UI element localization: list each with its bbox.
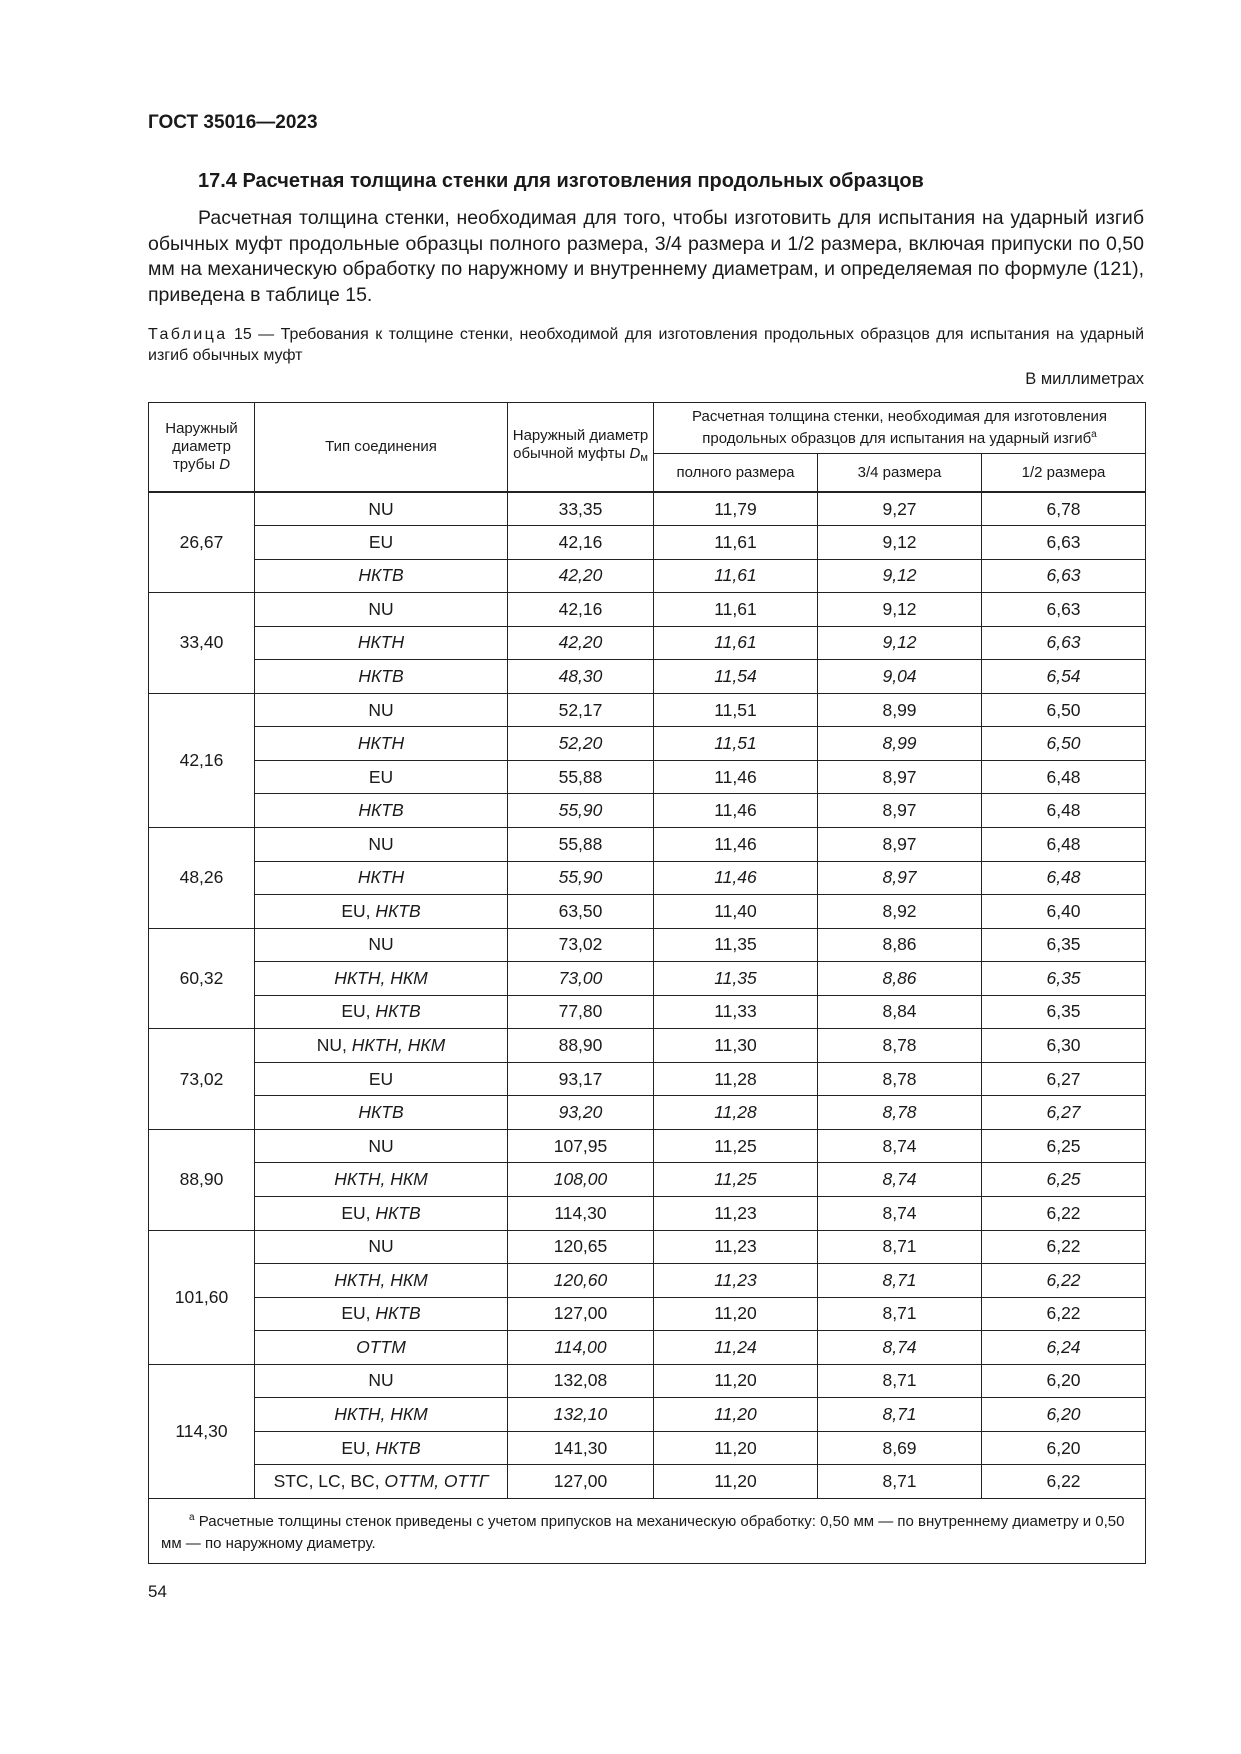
half-size-cell: 6,25 xyxy=(982,1129,1146,1163)
full-size-cell: 11,20 xyxy=(654,1431,818,1465)
half-size-cell: 6,22 xyxy=(982,1465,1146,1499)
full-size-cell: 11,35 xyxy=(654,962,818,996)
table-row xyxy=(149,794,1146,828)
pipe-diameter-cell: 48,26 xyxy=(149,827,255,928)
coupling-diameter-cell: 63,50 xyxy=(508,895,654,929)
full-size-cell: 11,61 xyxy=(654,526,818,560)
coupling-diameter-cell: 33,35 xyxy=(508,492,654,526)
connection-type-cell: NU xyxy=(255,492,508,526)
connection-type-cell: EU xyxy=(255,526,508,560)
table-row xyxy=(149,1163,1146,1197)
full-size-cell: 11,61 xyxy=(654,593,818,627)
table-row xyxy=(149,1129,1146,1163)
full-size-cell: 11,51 xyxy=(654,693,818,727)
full-size-cell: 11,28 xyxy=(654,1062,818,1096)
half-size-cell: 6,20 xyxy=(982,1398,1146,1432)
half-size-cell: 6,22 xyxy=(982,1230,1146,1264)
three-quarter-cell: 8,97 xyxy=(818,861,982,895)
connection-type-cell: НКТН xyxy=(255,626,508,660)
table-row xyxy=(149,727,1146,761)
half-size-cell: 6,20 xyxy=(982,1364,1146,1398)
table-row xyxy=(149,1230,1146,1264)
half-size-cell: 6,50 xyxy=(982,727,1146,761)
table-row xyxy=(149,492,1146,526)
header-full-size: полного размера xyxy=(654,454,818,493)
thickness-table xyxy=(148,402,1146,1564)
three-quarter-cell: 8,71 xyxy=(818,1297,982,1331)
three-quarter-cell: 8,99 xyxy=(818,727,982,761)
three-quarter-cell: 8,74 xyxy=(818,1163,982,1197)
full-size-cell: 11,28 xyxy=(654,1096,818,1130)
connection-type-cell: НКТВ xyxy=(255,660,508,694)
table-row xyxy=(149,693,1146,727)
connection-type-cell: NU xyxy=(255,1364,508,1398)
full-size-cell: 11,20 xyxy=(654,1364,818,1398)
three-quarter-cell: 8,71 xyxy=(818,1230,982,1264)
coupling-diameter-cell: 120,65 xyxy=(508,1230,654,1264)
connection-type-cell: EU, НКТВ xyxy=(255,1196,508,1230)
table-row xyxy=(149,1431,1146,1465)
three-quarter-cell: 8,99 xyxy=(818,693,982,727)
header-half-size: 1/2 размера xyxy=(982,454,1146,493)
coupling-diameter-cell: 52,17 xyxy=(508,693,654,727)
half-size-cell: 6,63 xyxy=(982,593,1146,627)
coupling-diameter-cell: 55,88 xyxy=(508,827,654,861)
coupling-diameter-cell: 127,00 xyxy=(508,1465,654,1499)
coupling-diameter-cell: 77,80 xyxy=(508,995,654,1029)
three-quarter-cell: 8,97 xyxy=(818,827,982,861)
half-size-cell: 6,22 xyxy=(982,1264,1146,1298)
three-quarter-cell: 8,92 xyxy=(818,895,982,929)
full-size-cell: 11,20 xyxy=(654,1465,818,1499)
table-row xyxy=(149,1029,1146,1063)
full-size-cell: 11,46 xyxy=(654,760,818,794)
connection-type-cell: НКТН, НКМ xyxy=(255,1398,508,1432)
caption-text: 15 — Требования к толщине стенки, необходимой для изготовления продольных образцов для испытания на ударный изгиб обычных муфт xyxy=(148,326,1144,364)
half-size-cell: 6,35 xyxy=(982,995,1146,1029)
connection-type-cell: НКТН xyxy=(255,727,508,761)
half-size-cell: 6,25 xyxy=(982,1163,1146,1197)
connection-type-cell: STC, LC, BC, ОТТМ, ОТТГ xyxy=(255,1465,508,1499)
three-quarter-cell: 9,27 xyxy=(818,492,982,526)
three-quarter-cell: 8,71 xyxy=(818,1465,982,1499)
half-size-cell: 6,63 xyxy=(982,559,1146,593)
coupling-diameter-cell: 141,30 xyxy=(508,1431,654,1465)
three-quarter-cell: 8,69 xyxy=(818,1431,982,1465)
connection-type-cell: НКТН, НКМ xyxy=(255,1264,508,1298)
full-size-cell: 11,23 xyxy=(654,1264,818,1298)
pipe-diameter-cell: 88,90 xyxy=(149,1129,255,1230)
half-size-cell: 6,48 xyxy=(982,794,1146,828)
half-size-cell: 6,48 xyxy=(982,861,1146,895)
pipe-diameter-cell: 114,30 xyxy=(149,1364,255,1498)
table-row xyxy=(149,760,1146,794)
connection-type-cell: НКТВ xyxy=(255,1096,508,1130)
three-quarter-cell: 8,84 xyxy=(818,995,982,1029)
coupling-diameter-cell: 132,08 xyxy=(508,1364,654,1398)
table-row xyxy=(149,1062,1146,1096)
table-row xyxy=(149,559,1146,593)
table-row xyxy=(149,1264,1146,1298)
table-row xyxy=(149,593,1146,627)
table-row xyxy=(149,962,1146,996)
half-size-cell: 6,50 xyxy=(982,693,1146,727)
full-size-cell: 11,23 xyxy=(654,1196,818,1230)
three-quarter-cell: 8,71 xyxy=(818,1364,982,1398)
connection-type-cell: НКТН, НКМ xyxy=(255,962,508,996)
connection-type-cell: NU xyxy=(255,1230,508,1264)
full-size-cell: 11,24 xyxy=(654,1331,818,1365)
half-size-cell: 6,20 xyxy=(982,1431,1146,1465)
three-quarter-cell: 8,74 xyxy=(818,1129,982,1163)
connection-type-cell: НКТВ xyxy=(255,794,508,828)
connection-type-cell: NU, НКТН, НКМ xyxy=(255,1029,508,1063)
body-paragraph: Расчетная толщина стенки, необходимая для того, чтобы изготовить для испытания на ударный изгиб обычных муфт продольные образцы полного размера, 3/4 размера и 1/2 размера, включая припуски по 0,50 мм на механическую обработку по наружному и внутреннему диаметрам, и определяемая по формуле (121), приведена в таблице 15. xyxy=(148,207,1144,306)
half-size-cell: 6,22 xyxy=(982,1196,1146,1230)
three-quarter-cell: 8,74 xyxy=(818,1331,982,1365)
three-quarter-cell: 9,12 xyxy=(818,526,982,560)
connection-type-cell: NU xyxy=(255,693,508,727)
coupling-diameter-cell: 52,20 xyxy=(508,727,654,761)
coupling-diameter-cell: 108,00 xyxy=(508,1163,654,1197)
half-size-cell: 6,35 xyxy=(982,928,1146,962)
half-size-cell: 6,27 xyxy=(982,1096,1146,1130)
three-quarter-cell: 9,04 xyxy=(818,660,982,694)
connection-type-cell: НКТН xyxy=(255,861,508,895)
table-row xyxy=(149,1096,1146,1130)
table-row xyxy=(149,1364,1146,1398)
half-size-cell: 6,63 xyxy=(982,626,1146,660)
caption-label: Таблица xyxy=(148,326,228,343)
three-quarter-cell: 8,78 xyxy=(818,1096,982,1130)
half-size-cell: 6,22 xyxy=(982,1297,1146,1331)
coupling-diameter-cell: 114,00 xyxy=(508,1331,654,1365)
three-quarter-cell: 8,86 xyxy=(818,928,982,962)
coupling-diameter-cell: 42,16 xyxy=(508,593,654,627)
connection-type-cell: NU xyxy=(255,827,508,861)
table-footnote: $^a$ Расчетные толщины стенок приведены с учетом припусков на механическую обработку: 0,50 мм — по внутреннему диаметру и 0,50 мм — по наружному диаметру. xyxy=(149,1498,1146,1563)
connection-type-cell: NU xyxy=(255,1129,508,1163)
full-size-cell: 11,79 xyxy=(654,492,818,526)
full-size-cell: 11,25 xyxy=(654,1163,818,1197)
full-size-cell: 11,46 xyxy=(654,827,818,861)
coupling-diameter-cell: 48,30 xyxy=(508,660,654,694)
coupling-diameter-cell: 127,00 xyxy=(508,1297,654,1331)
header-pipe-diameter: Наружный диаметр трубы D xyxy=(149,403,255,493)
table-row xyxy=(149,660,1146,694)
table-row xyxy=(149,861,1146,895)
full-size-cell: 11,20 xyxy=(654,1398,818,1432)
half-size-cell: 6,54 xyxy=(982,660,1146,694)
table-row xyxy=(149,928,1146,962)
coupling-diameter-cell: 55,90 xyxy=(508,794,654,828)
half-size-cell: 6,24 xyxy=(982,1331,1146,1365)
full-size-cell: 11,23 xyxy=(654,1230,818,1264)
pipe-diameter-cell: 101,60 xyxy=(149,1230,255,1364)
half-size-cell: 6,78 xyxy=(982,492,1146,526)
header-three-quarter-size: 3/4 размера xyxy=(818,454,982,493)
half-size-cell: 6,35 xyxy=(982,962,1146,996)
coupling-diameter-cell: 73,00 xyxy=(508,962,654,996)
connection-type-cell: NU xyxy=(255,928,508,962)
coupling-diameter-cell: 132,10 xyxy=(508,1398,654,1432)
three-quarter-cell: 9,12 xyxy=(818,593,982,627)
full-size-cell: 11,61 xyxy=(654,559,818,593)
coupling-diameter-cell: 114,30 xyxy=(508,1196,654,1230)
header-connection-type: Тип соединения xyxy=(255,403,508,493)
coupling-diameter-cell: 55,88 xyxy=(508,760,654,794)
half-size-cell: 6,40 xyxy=(982,895,1146,929)
pipe-diameter-cell: 60,32 xyxy=(149,928,255,1029)
connection-type-cell: EU xyxy=(255,760,508,794)
full-size-cell: 11,20 xyxy=(654,1297,818,1331)
half-size-cell: 6,48 xyxy=(982,760,1146,794)
three-quarter-cell: 8,97 xyxy=(818,794,982,828)
coupling-diameter-cell: 88,90 xyxy=(508,1029,654,1063)
coupling-diameter-cell: 42,16 xyxy=(508,526,654,560)
table-row xyxy=(149,526,1146,560)
three-quarter-cell: 8,78 xyxy=(818,1029,982,1063)
three-quarter-cell: 8,71 xyxy=(818,1398,982,1432)
pipe-diameter-cell: 33,40 xyxy=(149,593,255,694)
coupling-diameter-cell: 42,20 xyxy=(508,559,654,593)
full-size-cell: 11,40 xyxy=(654,895,818,929)
pipe-diameter-cell: 73,02 xyxy=(149,1029,255,1130)
coupling-diameter-cell: 93,20 xyxy=(508,1096,654,1130)
table-row xyxy=(149,995,1146,1029)
three-quarter-cell: 8,74 xyxy=(818,1196,982,1230)
table-row xyxy=(149,1398,1146,1432)
full-size-cell: 11,30 xyxy=(654,1029,818,1063)
header-coupling-diameter: Наружный диаметр обычной муфты $D_м$ xyxy=(508,403,654,493)
three-quarter-cell: 8,78 xyxy=(818,1062,982,1096)
table-row xyxy=(149,827,1146,861)
full-size-cell: 11,46 xyxy=(654,861,818,895)
coupling-diameter-cell: 73,02 xyxy=(508,928,654,962)
connection-type-cell: NU xyxy=(255,593,508,627)
three-quarter-cell: 8,86 xyxy=(818,962,982,996)
standard-header: ГОСТ 35016—2023 xyxy=(148,112,318,133)
coupling-diameter-cell: 120,60 xyxy=(508,1264,654,1298)
full-size-cell: 11,61 xyxy=(654,626,818,660)
full-size-cell: 11,25 xyxy=(654,1129,818,1163)
table-row xyxy=(149,1196,1146,1230)
pipe-diameter-cell: 26,67 xyxy=(149,492,255,593)
table-caption xyxy=(148,324,1144,366)
connection-type-cell: НКТН, НКМ xyxy=(255,1163,508,1197)
connection-type-cell: EU, НКТВ xyxy=(255,1431,508,1465)
connection-type-cell: EU xyxy=(255,1062,508,1096)
connection-type-cell: EU, НКТВ xyxy=(255,1297,508,1331)
full-size-cell: 11,35 xyxy=(654,928,818,962)
three-quarter-cell: 9,12 xyxy=(818,626,982,660)
half-size-cell: 6,48 xyxy=(982,827,1146,861)
units-note: В миллиметрах xyxy=(1025,370,1144,388)
table-row xyxy=(149,626,1146,660)
half-size-cell: 6,63 xyxy=(982,526,1146,560)
table-row xyxy=(149,895,1146,929)
full-size-cell: 11,46 xyxy=(654,794,818,828)
connection-type-cell: НКТВ xyxy=(255,559,508,593)
half-size-cell: 6,30 xyxy=(982,1029,1146,1063)
coupling-diameter-cell: 42,20 xyxy=(508,626,654,660)
table-row xyxy=(149,1297,1146,1331)
connection-type-cell: EU, НКТВ xyxy=(255,995,508,1029)
connection-type-cell: EU, НКТВ xyxy=(255,895,508,929)
coupling-diameter-cell: 93,17 xyxy=(508,1062,654,1096)
page-number: 54 xyxy=(148,1582,167,1601)
table-row xyxy=(149,1465,1146,1499)
half-size-cell: 6,27 xyxy=(982,1062,1146,1096)
connection-type-cell: ОТТМ xyxy=(255,1331,508,1365)
full-size-cell: 11,33 xyxy=(654,995,818,1029)
header-wall-thickness-group: Расчетная толщина стенки, необходимая для изготовления продольных образцов для испытания на ударный изгиб$^a$ xyxy=(654,403,1146,454)
coupling-diameter-cell: 55,90 xyxy=(508,861,654,895)
full-size-cell: 11,51 xyxy=(654,727,818,761)
three-quarter-cell: 9,12 xyxy=(818,559,982,593)
section-title: 17.4 Расчетная толщина стенки для изготовления продольных образцов xyxy=(198,170,924,192)
coupling-diameter-cell: 107,95 xyxy=(508,1129,654,1163)
pipe-diameter-cell: 42,16 xyxy=(149,693,255,827)
full-size-cell: 11,54 xyxy=(654,660,818,694)
three-quarter-cell: 8,71 xyxy=(818,1264,982,1298)
three-quarter-cell: 8,97 xyxy=(818,760,982,794)
table-row xyxy=(149,1331,1146,1365)
